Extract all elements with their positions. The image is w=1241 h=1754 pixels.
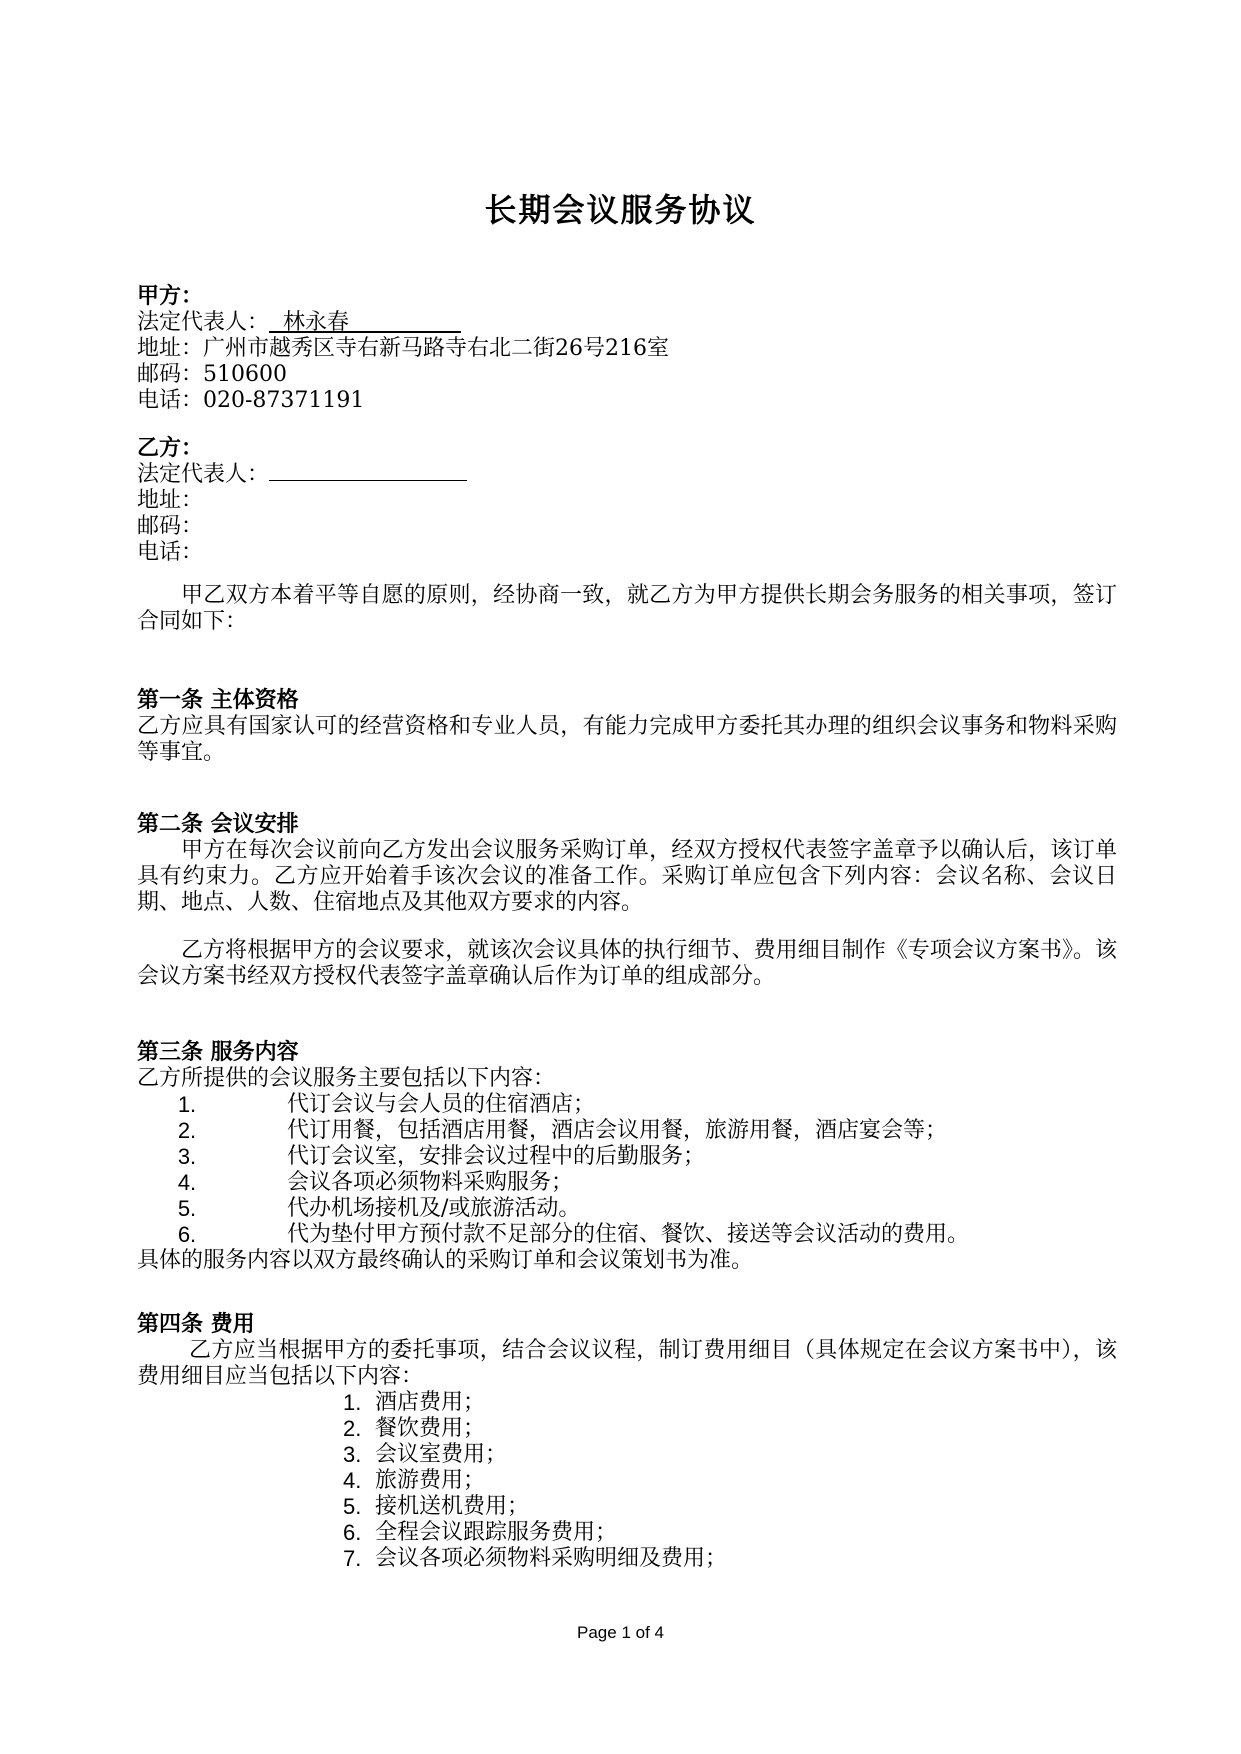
article-4 [137,1312,1117,1572]
party-b-postcode: 邮码： [137,514,204,539]
article-3 [137,1040,1117,1274]
party-a-address: 地址：广州市越秀区寺右新马路寺右北二街26号216室 [137,336,669,361]
article-2-paragraph-2: 乙方将根据甲方的会议要求，就该次会议具体的执行细节、费用细目制作《专项会议方案书》。该会议方案书经双方授权代表签字盖章确认后作为订单的组成部分。 [137,938,1117,989]
party-a-rep-label: 法定代表人： [137,310,270,335]
party-b-address: 地址： [137,488,204,513]
party-b-heading: 乙方： [137,436,204,461]
list-item: 5. 接机送机费用； [343,1494,530,1519]
article-3-tail: 具体的服务内容以双方最终确认的采购订单和会议策划书为准。 [137,1248,754,1273]
article-1-heading: 第一条 主体资格 [137,688,299,713]
article-4-list [137,1390,1117,1572]
list-item: 4. 会议各项必须物料采购服务； [177,1170,574,1195]
party-a-rep-line [137,310,1117,336]
intro-paragraph: 甲乙双方本着平等自愿的原则，经协商一致，就乙方为甲方提供长期会务服务的相关事项，签订合同如下： [137,583,1117,634]
party-a-postcode: 邮码：510600 [137,362,287,387]
list-item: 1. 酒店费用； [343,1390,486,1415]
article-2-heading: 第二条 会议安排 [137,812,299,837]
party-b-rep-line [137,462,1117,488]
party-a-heading: 甲方： [137,284,204,309]
article-4-heading: 第四条 费用 [137,1312,255,1337]
list-item: 2. 代订用餐，包括酒店用餐，酒店会议用餐，旅游用餐，酒店宴会等； [177,1118,948,1143]
page-number: Page 1 of 4 [577,1623,664,1642]
list-item: 3. 会议室费用； [343,1442,508,1467]
list-item: 3. 代订会议室，安排会议过程中的后勤服务； [177,1144,706,1169]
article-1 [137,688,1117,766]
party-b-rep-label: 法定代表人： [137,462,270,487]
party-a-rep-value: 林永春 [283,310,350,335]
list-item: 4. 旅游费用； [343,1468,486,1493]
party-b-rep-blank [269,462,467,481]
list-item: 2. 餐饮费用； [343,1416,486,1441]
document-title: 长期会议服务协议 [484,191,757,229]
list-item: 7. 会议各项必须物料采购明细及费用； [343,1546,728,1571]
list-item: 1. 代订会议与会人员的住宿酒店； [177,1092,596,1117]
article-3-list [137,1092,1117,1248]
article-3-heading: 第三条 服务内容 [137,1040,299,1065]
party-b-block [137,436,1117,566]
article-1-body: 乙方应具有国家认可的经营资格和专业人员，有能力完成甲方委托其办理的组织会议事务和物料采购等事宜。 [137,714,1117,765]
party-a-block [137,284,1117,414]
article-3-lead: 乙方所提供的会议服务主要包括以下内容： [137,1066,556,1091]
list-item: 6. 代为垫付甲方预付款不足部分的住宿、餐饮、接送等会议活动的费用。 [177,1222,970,1247]
article-2 [137,812,1117,990]
list-item: 5. 代办机场接机及/或旅游活动。 [177,1196,581,1221]
article-2-paragraph-1: 甲方在每次会议前向乙方发出会议服务采购订单，经双方授权代表签字盖章予以确认后，该订单具有约束力。乙方应开始着手该次会议的准备工作。采购订单应包含下列内容：会议名称、会议日期、地点、人数、住宿地点及其他双方要求的内容。 [137,838,1117,915]
article-4-paragraph-1: 乙方应当根据甲方的委托事项，结合会议议程，制订费用细目（具体规定在会议方案书中），该费用细目应当包括以下内容： [137,1338,1117,1389]
list-item: 6. 全程会议跟踪服务费用； [343,1520,618,1545]
party-a-phone: 电话：020-87371191 [137,388,365,413]
party-b-phone: 电话： [137,540,204,565]
